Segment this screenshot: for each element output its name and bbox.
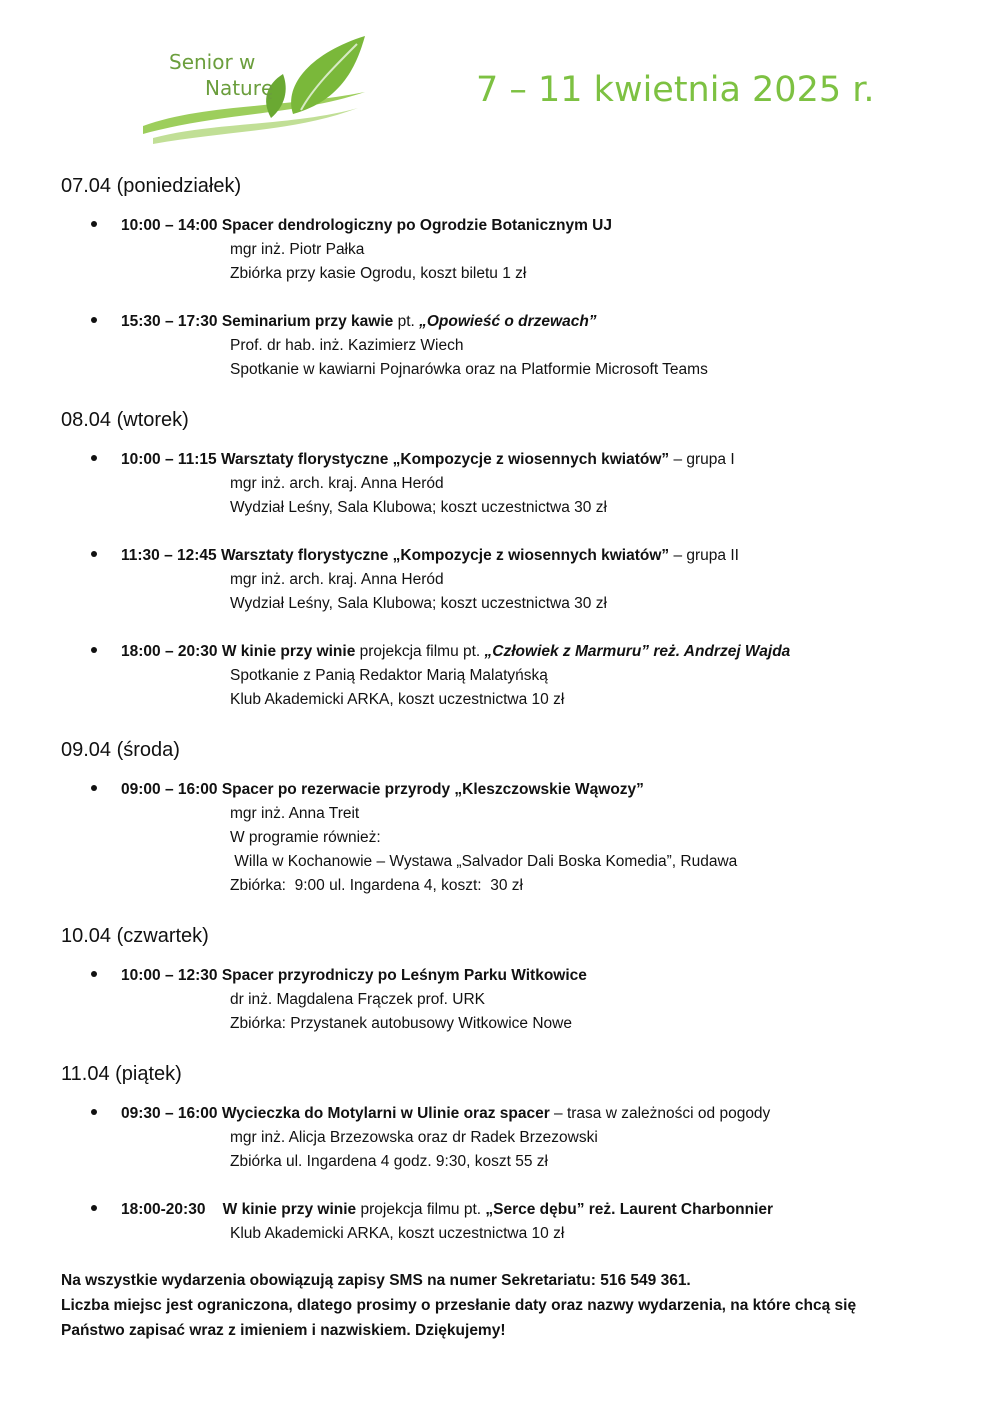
event-detail: Zbiórka przy kasie Ogrodu, koszt biletu 1 zł [230,265,527,282]
event-title [121,964,941,988]
event-item [121,310,941,382]
footer-line: Państwo zapisać wraz z imieniem i nazwiskiem. Dziękujemy! [61,1322,506,1339]
event-title-part: 18:00 – 20:30 W kinie przy winie [121,643,356,660]
footer-line: Na wszystkie wydarzenia obowiązują zapisy SMS na numer Sekretariatu: 516 549 361. [61,1272,691,1289]
event-title [121,1198,941,1222]
event-detail: mgr inż. Piotr Pałka [230,241,365,258]
event-title-part: projekcja filmu pt. [356,1201,486,1218]
bullet-icon [91,1109,97,1115]
event-detail: Wydział Leśny, Sala Klubowa; koszt uczestnictwa 30 zł [230,499,607,516]
event-title [121,214,941,238]
footer-note [61,1268,941,1343]
bullet-icon [91,785,97,791]
event-title-part: – trasa w zależności od pogody [549,1105,771,1122]
event-item [121,778,941,898]
event-title-part: pt. [393,313,420,330]
footer-line: Liczba miejsc jest ograniczona, dlatego prosimy o przesłanie daty oraz nazwy wydarzenia, na które chcą się [61,1297,857,1314]
event-title [121,448,941,472]
event-detail: Zbiórka ul. Ingardena 4 godz. 9:30, koszt 55 zł [230,1153,548,1170]
event-detail: Wydział Leśny, Sala Klubowa; koszt uczestnictwa 30 zł [230,595,607,612]
bullet-icon [91,647,97,653]
date-range-title: 7 – 11 kwietnia 2025 r. [476,70,875,110]
day-heading: 07.04 (poniedziałek) [61,175,242,197]
logo-text-line1: Senior w [169,50,256,74]
logo [143,34,365,146]
event-title-part: „Człowiek z Marmuru” reż. Andrzej Wajda [484,643,791,660]
day-heading: 08.04 (wtorek) [61,409,189,431]
logo-text-line2: Naturę [205,76,274,100]
bullet-icon [91,551,97,557]
event-item [121,964,941,1036]
event-title [121,1102,941,1126]
event-detail: dr inż. Magdalena Frączek prof. URK [230,991,485,1008]
event-item [121,1102,941,1174]
event-title-part: – grupa II [669,547,739,564]
event-detail: Spotkanie w kawiarni Pojnarówka oraz na Platformie Microsoft Teams [230,361,708,378]
bullet-icon [91,221,97,227]
event-detail: W programie również: [230,829,381,846]
event-title-part: 10:00 – 12:30 Spacer przyrodniczy po Leśnym Parku Witkowice [121,967,587,984]
event-title-part: 10:00 – 11:15 Warsztaty florystyczne „Kompozycje z wiosennych kwiatów” [121,451,670,468]
event-detail: Klub Akademicki ARKA, koszt uczestnictwa 10 zł [230,691,565,708]
event-title-part: 10:00 – 14:00 Spacer dendrologiczny po Ogrodzie Botanicznym UJ [121,217,612,234]
event-title-part: 15:30 – 17:30 Seminarium przy kawie [121,313,394,330]
event-item [121,1198,941,1246]
schedule [61,172,941,1343]
event-detail: mgr inż. Alicja Brzezowska oraz dr Radek Brzezowski [230,1129,598,1146]
event-detail: Prof. dr hab. inż. Kazimierz Wiech [230,337,464,354]
event-title-part: 09:30 – 16:00 Wycieczka do Motylarni w Ulinie oraz spacer [121,1105,550,1122]
event-title-part: 11:30 – 12:45 Warsztaty florystyczne „Kompozycje z wiosennych kwiatów” [121,547,670,564]
event-detail: Zbiórka: Przystanek autobusowy Witkowice Nowe [230,1015,572,1032]
event-detail: Spotkanie z Panią Redaktor Marią Malatyńską [230,667,548,684]
day-heading: 10.04 (czwartek) [61,925,209,947]
event-detail: mgr inż. arch. kraj. Anna Heród [230,571,444,588]
event-detail: mgr inż. arch. kraj. Anna Heród [230,475,444,492]
event-detail: Klub Akademicki ARKA, koszt uczestnictwa 10 zł [230,1225,565,1242]
event-title-part: – grupa I [669,451,735,468]
bullet-icon [91,971,97,977]
day-heading: 11.04 (piątek) [61,1063,182,1085]
event-title-part: projekcja filmu pt. [355,643,485,660]
event-title [121,310,941,334]
event-title [121,778,941,802]
event-item [121,448,941,520]
event-detail: Zbiórka: 9:00 ul. Ingardena 4, koszt: 30 zł [230,877,523,894]
event-item [121,214,941,286]
event-title [121,544,941,568]
event-detail: Willa w Kochanowie – Wystawa „Salvador Dali Boska Komedia”, Rudawa [230,853,738,870]
event-title [121,640,941,664]
event-title-part: 09:00 – 16:00 Spacer po rezerwacie przyrody „Kleszczowskie Wąwozy” [121,781,644,798]
event-title-part: „Opowieść o drzewach” [419,313,597,330]
event-title-part: „Serce dębu” reż. Laurent Charbonnier [485,1201,774,1218]
bullet-icon [91,317,97,323]
event-item [121,544,941,616]
event-detail: mgr inż. Anna Treit [230,805,360,822]
bullet-icon [91,1205,97,1211]
event-title-part: 18:00-20:30 W kinie przy winie [121,1201,357,1218]
event-item [121,640,941,712]
day-heading: 09.04 (środa) [61,739,180,761]
bullet-icon [91,455,97,461]
